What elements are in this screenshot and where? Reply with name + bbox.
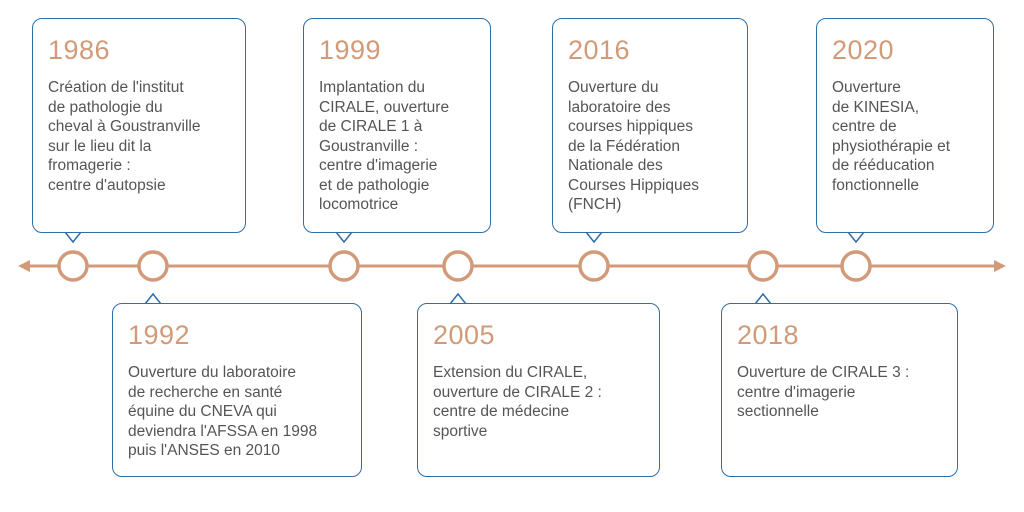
event-year: 1986 <box>48 35 111 65</box>
timeline-marker-2016 <box>580 252 608 280</box>
timeline-marker-2018 <box>749 252 777 280</box>
event-card-2018 <box>721 303 958 477</box>
card-pointer-1986 <box>65 232 81 242</box>
card-pointer-1999 <box>336 232 352 242</box>
timeline-marker-2005 <box>444 252 472 280</box>
card-pointer-2020 <box>848 232 864 242</box>
timeline-marker-1992 <box>139 252 167 280</box>
event-year: 2005 <box>433 320 496 350</box>
card-pointer-2016 <box>586 232 602 242</box>
event-card-1986 <box>32 18 246 233</box>
event-description: Extension du CIRALE, ouverture de CIRALE 2 : centre de médecine sportive <box>433 364 602 440</box>
event-description: Ouverture du laboratoire de recherche en santé équine du CNEVA qui deviendra l'AFSSA en 1998 puis l'ANSES en 2010 <box>128 364 318 459</box>
timeline-arrow-left <box>18 260 30 272</box>
timeline-marker-1999 <box>330 252 358 280</box>
timeline-marker-2020 <box>842 252 870 280</box>
timeline-arrow-right <box>994 260 1006 272</box>
event-description: Création de l'institut de pathologie du cheval à Goustranville sur le lieu dit la fromagerie : centre d'autopsie <box>48 79 201 194</box>
event-card-1992 <box>112 303 362 477</box>
event-year: 1999 <box>319 35 382 65</box>
event-description: Implantation du CIRALE, ouverture de CIRALE 1 à Goustranville : centre d'imagerie et de pathologie locomotrice <box>319 79 450 213</box>
event-description: Ouverture de CIRALE 3 : centre d'imagerie sectionnelle <box>737 364 910 420</box>
event-year: 2016 <box>568 35 631 65</box>
event-card-2016 <box>552 18 748 233</box>
event-description: Ouverture du laboratoire des courses hippiques de la Fédération Nationale des Courses Hippiques (FNCH) <box>568 79 699 213</box>
timeline-marker-1986 <box>59 252 87 280</box>
event-year: 1992 <box>128 320 191 350</box>
event-year: 2018 <box>737 320 800 350</box>
event-card-2020 <box>816 18 994 233</box>
event-description: Ouverture de KINESIA, centre de physiothérapie et de rééducation fonctionnelle <box>832 79 951 194</box>
event-card-2005 <box>417 303 660 477</box>
event-card-1999 <box>303 18 491 233</box>
event-year: 2020 <box>832 35 895 65</box>
